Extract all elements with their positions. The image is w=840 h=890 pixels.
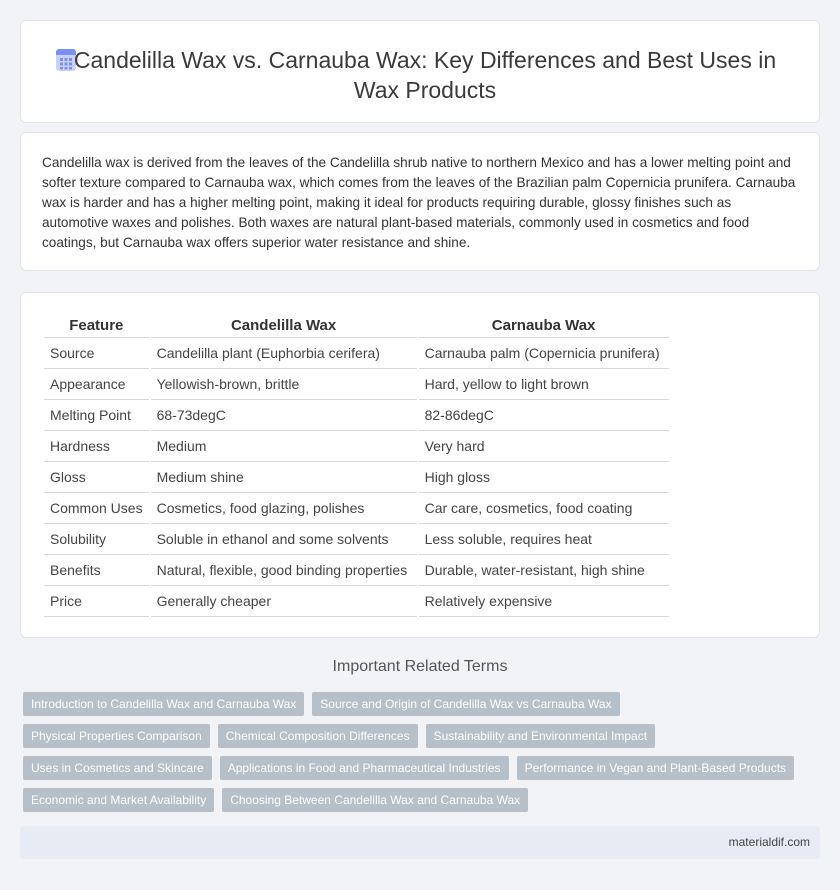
table-row xyxy=(44,338,669,369)
candelilla-cell: Generally cheaper xyxy=(151,586,417,617)
related-term-tag[interactable]: Applications in Food and Pharmaceutical Industries xyxy=(220,756,509,780)
table-row xyxy=(44,400,669,431)
feature-cell: Hardness xyxy=(44,431,149,462)
carnauba-cell: Less soluble, requires heat xyxy=(419,524,669,555)
feature-cell: Price xyxy=(44,586,149,617)
candelilla-cell: Medium shine xyxy=(151,462,417,493)
table-header-row xyxy=(44,313,669,338)
header-candelilla: Candelilla Wax xyxy=(151,313,417,338)
related-term-tag[interactable]: Choosing Between Candelilla Wax and Carnauba Wax xyxy=(222,788,528,812)
related-term-tag[interactable]: Chemical Composition Differences xyxy=(218,724,418,748)
feature-cell: Melting Point xyxy=(44,400,149,431)
feature-cell: Gloss xyxy=(44,462,149,493)
feature-cell: Common Uses xyxy=(44,493,149,524)
candelilla-cell: Yellowish-brown, brittle xyxy=(151,369,417,400)
feature-cell: Source xyxy=(44,338,149,369)
table-row xyxy=(44,555,669,586)
footer-site-link[interactable]: materialdif.com xyxy=(728,835,810,849)
table-row xyxy=(44,586,669,617)
related-term-tag[interactable]: Performance in Vegan and Plant-Based Products xyxy=(517,756,795,780)
feature-cell: Benefits xyxy=(44,555,149,586)
candelilla-cell: 68-73degC xyxy=(151,400,417,431)
candelilla-cell: Cosmetics, food glazing, polishes xyxy=(151,493,417,524)
table-row xyxy=(44,462,669,493)
carnauba-cell: High gloss xyxy=(419,462,669,493)
intro-card xyxy=(20,132,820,271)
related-term-tag[interactable]: Uses in Cosmetics and Skincare xyxy=(23,756,212,780)
related-term-tag[interactable]: Introduction to Candelilla Wax and Carnauba Wax xyxy=(23,692,304,716)
carnauba-cell: Carnauba palm (Copernicia prunifera) xyxy=(419,338,669,369)
candelilla-cell: Soluble in ethanol and some solvents xyxy=(151,524,417,555)
related-terms-section xyxy=(20,658,820,676)
related-terms-tags xyxy=(23,692,813,812)
carnauba-cell: Very hard xyxy=(419,431,669,462)
candelilla-cell: Candelilla plant (Euphorbia cerifera) xyxy=(151,338,417,369)
feature-cell: Appearance xyxy=(44,369,149,400)
table-row xyxy=(44,493,669,524)
related-term-tag[interactable]: Economic and Market Availability xyxy=(23,788,214,812)
related-term-tag[interactable]: Source and Origin of Candelilla Wax vs Carnauba Wax xyxy=(312,692,619,716)
candelilla-cell: Natural, flexible, good binding properties xyxy=(151,555,417,586)
carnauba-cell: 82-86degC xyxy=(419,400,669,431)
title-card xyxy=(20,20,820,123)
intro-paragraph: Candelilla wax is derived from the leaves of the Candelilla shrub native to northern Mexico and has a lower melting point and softer texture compared to Carnauba wax, which comes from the leaves of the Brazilian palm Copernicia prunifera. Carnauba wax is harder and has a higher melting point, making it ideal for products requiring durable, glossy finishes such as automotive waxes and polishes. Both waxes are natural plant-based materials, commonly used in cosmetics and food coatings, but Carnauba wax offers superior water resistance and shine. xyxy=(42,155,796,250)
related-term-tag[interactable]: Physical Properties Comparison xyxy=(23,724,210,748)
related-term-tag[interactable]: Sustainability and Environmental Impact xyxy=(426,724,655,748)
header-feature: Feature xyxy=(44,313,149,338)
table-row xyxy=(44,369,669,400)
table-row xyxy=(44,524,669,555)
comparison-card xyxy=(20,292,820,638)
carnauba-cell: Hard, yellow to light brown xyxy=(419,369,669,400)
related-terms-heading: Important Related Terms xyxy=(332,658,508,675)
page-title: Candelilla Wax vs. Carnauba Wax: Key Differences and Best Uses in Wax Products xyxy=(73,47,777,103)
carnauba-cell: Relatively expensive xyxy=(419,586,669,617)
header-carnauba: Carnauba Wax xyxy=(419,313,669,338)
carnauba-cell: Durable, water-resistant, high shine xyxy=(419,555,669,586)
carnauba-cell: Car care, cosmetics, food coating xyxy=(419,493,669,524)
candelilla-cell: Medium xyxy=(151,431,417,462)
comparison-table xyxy=(42,313,671,617)
footer xyxy=(20,826,820,859)
table-row xyxy=(44,431,669,462)
feature-cell: Solubility xyxy=(44,524,149,555)
